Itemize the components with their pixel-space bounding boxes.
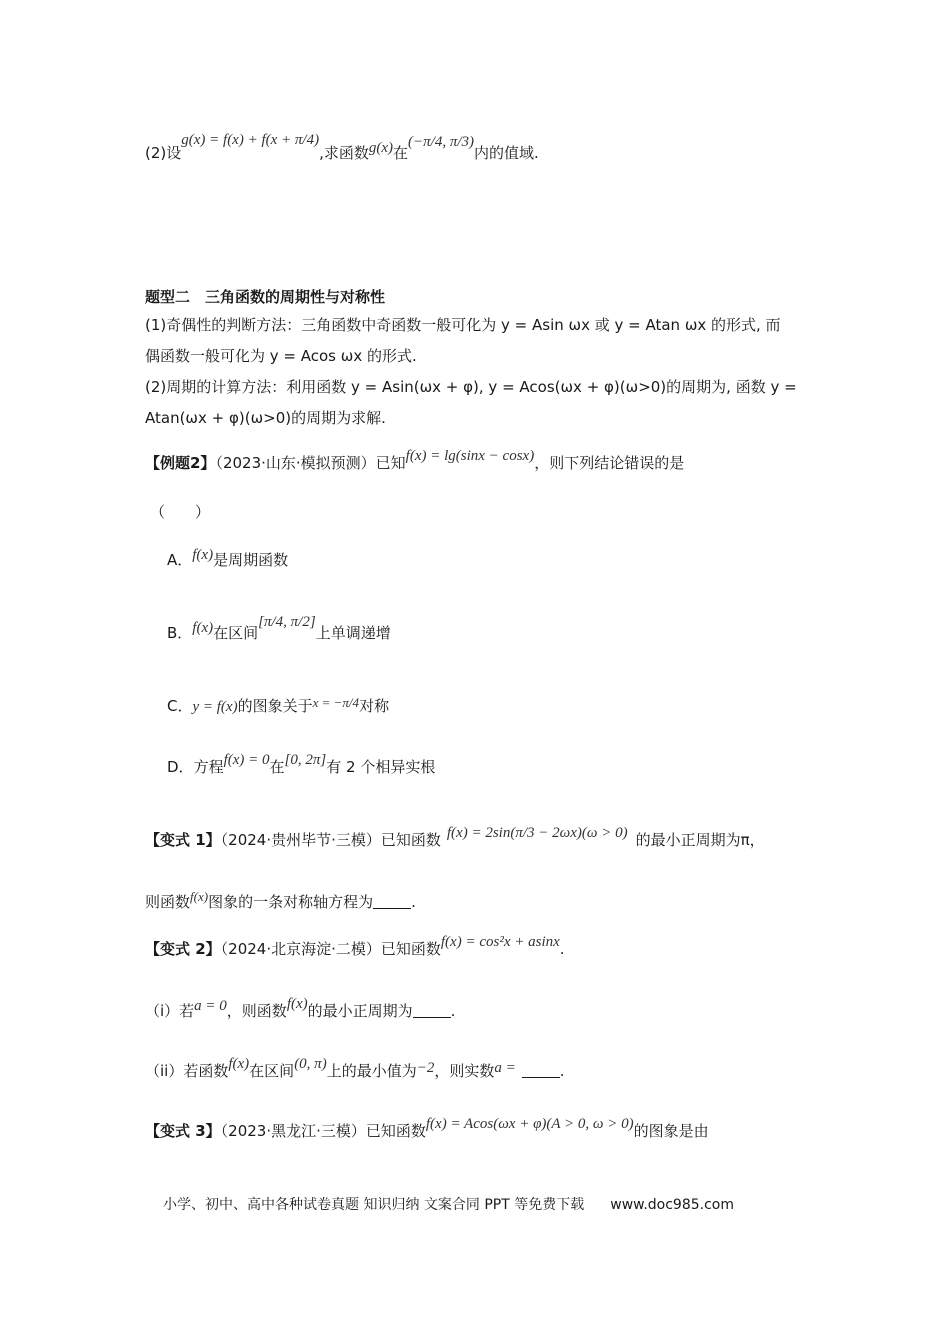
option-c-text2: 对称 [359,697,390,715]
section-title: 题型二 三角函数的周期性与对称性 [145,288,386,306]
section-paragraph-1a: (1)奇偶性的判断方法：三角函数中奇函数一般可化为 y = Asin ωx 或 y = Atan ωx 的形式, 而 [145,316,781,334]
option-b-text: 在区间 [213,624,259,642]
variant-3-source: （2023·黑龙江·三模）已知函数 [220,1122,426,1140]
variant-2-source: （2024·北京海淀·二模）已知函数 [220,940,441,958]
variant-2-ii-m4: a = [494,1060,516,1076]
variant-2-line [145,934,565,958]
variant-1-tag: 【变式 1】 [145,831,221,849]
variant-3-formula: f(x) = Acos(ωx + φ)(A > 0, ω > 0) [425,1116,634,1132]
variant-2-i-blank [413,1003,451,1018]
option-d-text2: 有 2 个相异实根 [326,758,436,776]
option-d-label: D． [167,758,194,776]
option-d-pre: 方程 [193,758,224,776]
option-b-text2: 上单调递增 [315,624,391,642]
variant-2-i-c: 的最小正周期为 [307,1002,413,1020]
variant-2-ii-m3: −2 [416,1060,435,1076]
variant-2-formula: f(x) = cos²x + asinx [440,934,560,950]
variant-1-l2c: . [411,893,416,911]
variant-1-tail: 的最小正周期为π， [635,831,765,849]
variant-2-i-a: （i）若 [145,1002,195,1020]
variant-2-part-i [145,996,456,1020]
option-d-math2: [0, 2π] [284,752,327,768]
example-2-paren: （ ） [150,503,211,521]
option-d [167,752,436,776]
variant-1-l2m: f(x) [190,889,209,904]
option-c-text: 的图象关于 [237,697,313,715]
q2-in: 在 [393,144,409,162]
option-c-math: y = f(x) [192,699,238,715]
example-2-line [145,448,685,472]
option-c-label: C． [167,697,193,715]
variant-3-line [145,1116,709,1140]
option-a-math: f(x) [192,547,214,563]
q2-formula: g(x) = f(x) + f(x + π/4) [181,132,320,148]
variant-2-i-b: ，则函数 [226,1002,287,1020]
option-b [167,614,391,642]
example-2-formula: f(x) = lg(sinx − cosx) [405,448,535,464]
variant-2-ii-m2: (0, π) [294,1056,327,1072]
option-b-math: f(x) [192,620,214,636]
example-2-tag: 【例题2】 [145,454,216,472]
option-d-math: f(x) = 0 [223,752,270,768]
section-paragraph-1b: 偶函数一般可化为 y = Acos ωx 的形式. [145,347,417,365]
section-paragraph-2a: (2)周期的计算方法：利用函数 y = Asin(ωx + φ), y = Acos(ωx + φ)(ω>0)的周期为, 函数 y = [145,378,797,396]
option-a-label: A． [167,551,193,569]
option-a-text: 是周期函数 [213,551,289,569]
variant-2-ii-b: 在区间 [249,1062,295,1080]
q2-prefix: (2)设 [145,144,182,162]
option-b-interval: [π/4, π/2] [258,614,316,630]
variant-2-i-m: a = 0 [194,998,227,1014]
option-b-label: B． [167,624,193,642]
variant-2-tail: . [559,940,565,958]
variant-1-l2b: 图象的一条对称轴方程为 [208,893,374,911]
variant-1-blank [373,894,411,909]
option-a [167,547,289,569]
variant-1-formula: f(x) = 2sin(π/3 − 2ωx)(ω > 0) [446,825,628,841]
page-footer [163,1194,734,1214]
variant-2-ii-d: ，则实数 [434,1062,495,1080]
variant-1-source: （2024·贵州毕节·三模）已知函数 [220,831,441,849]
variant-1-line-2 [145,889,416,911]
variant-2-part-ii [145,1056,565,1080]
option-c [167,695,390,715]
variant-2-i-m2: f(x) [286,996,308,1012]
variant-3-tail: 的图象是由 [633,1122,709,1140]
variant-2-ii-m: f(x) [228,1056,250,1072]
example-2-tail: ，则下列结论错误的是 [534,454,685,472]
variant-2-tag: 【变式 2】 [145,940,221,958]
q2-interval: (−π/4, π/3) [408,134,475,150]
variant-2-ii-a: （ii）若函数 [145,1062,229,1080]
variant-2-ii-blank [522,1063,560,1078]
q2-mid: ,求函数 [319,144,369,162]
q2-gx: g(x) [368,140,394,156]
question-2-line [145,132,539,162]
variant-2-i-d: . [450,1002,456,1020]
footer-url[interactable]: www.doc985.com [610,1197,734,1213]
example-2-source: （2023·山东·模拟预测）已知 [215,454,406,472]
variant-3-tag: 【变式 3】 [145,1122,221,1140]
variant-1-l2a: 则函数 [145,893,191,911]
section-paragraph-2b: Atan(ωx + φ)(ω>0)的周期为求解. [145,409,386,427]
variant-2-ii-e: . [559,1062,565,1080]
variant-2-ii-c: 上的最小值为 [326,1062,417,1080]
variant-1-line [145,825,765,849]
footer-text: 小学、初中、高中各种试卷真题 知识归纳 文案合同 PPT 等免费下载 [163,1197,585,1213]
q2-suffix: 内的值域. [474,144,539,162]
option-c-math2: x = −π/4 [312,695,360,710]
option-d-text: 在 [269,758,285,776]
